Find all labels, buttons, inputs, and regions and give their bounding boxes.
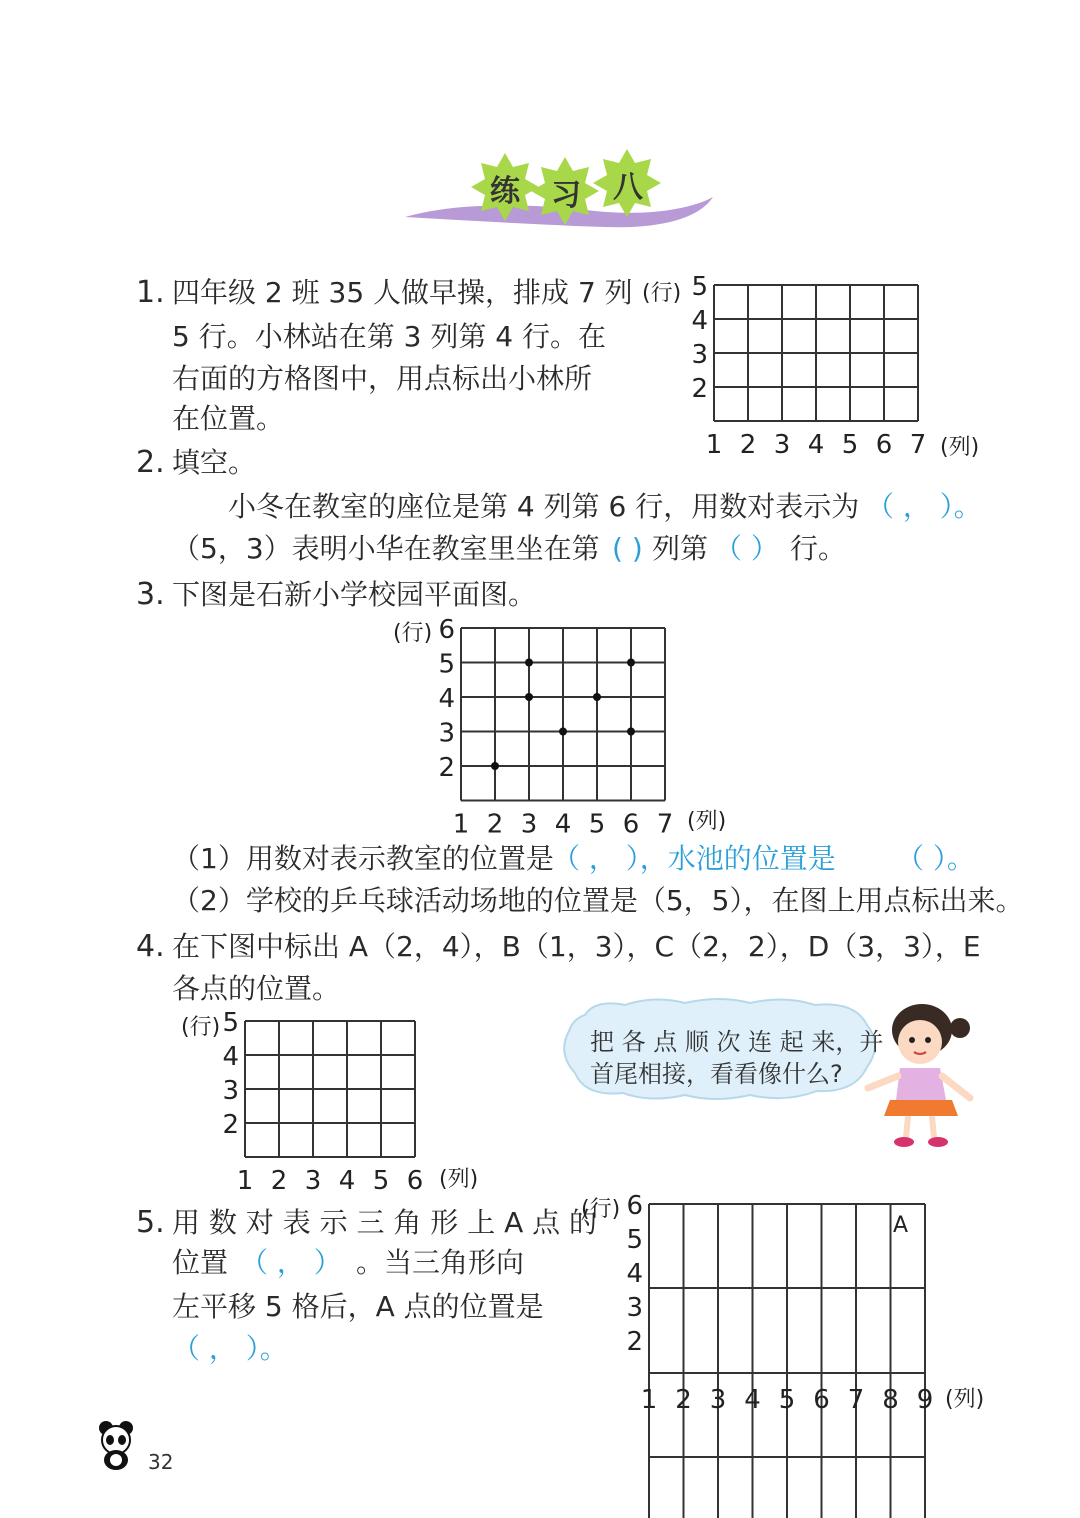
q5-col-label-4: 4 (744, 1385, 761, 1415)
q3-number: 3. (136, 577, 165, 612)
q5-point-a-label: A (893, 1213, 909, 1238)
q4-col-label-5: 5 (372, 1166, 390, 1196)
q3-col-unit: (列) (687, 809, 727, 834)
q5-col-label-3: 3 (709, 1385, 727, 1415)
q4-row-unit: (行) (181, 1015, 221, 1040)
q1-col-label-3: 3 (773, 430, 791, 460)
q3-row-unit: (行) (393, 621, 433, 646)
q4-col-label-4: 4 (338, 1166, 356, 1196)
q5-number: 5. (136, 1205, 165, 1240)
q2-head: 填空。 (172, 446, 257, 479)
q3-pool-blank[interactable]: （ ）。 (896, 842, 975, 875)
q3-map-point (627, 728, 635, 736)
q1-row-label-4: 4 (691, 306, 708, 336)
q3-map-point (627, 659, 635, 667)
q5-row-label-2: 2 (626, 1327, 643, 1357)
page-number: 32 (148, 1450, 174, 1474)
q3-row-label-4: 4 (438, 684, 455, 714)
q4-col-label-2: 2 (270, 1166, 288, 1196)
q3-col-label-2: 2 (486, 809, 504, 840)
q3-col-label-3: 3 (520, 809, 538, 840)
q5-col-label-5: 5 (778, 1385, 796, 1415)
q3-map-point (525, 693, 533, 701)
q4-grid[interactable] (175, 1006, 505, 1196)
q1-number: 1. (136, 275, 165, 310)
q2-line-2e: 行。 (790, 532, 847, 565)
q5-position-blank[interactable]: （ ， ） (240, 1246, 342, 1279)
q3-map-point (559, 728, 567, 736)
q3-col-label-1: 1 (452, 809, 470, 840)
q5-col-label-2: 2 (675, 1385, 692, 1415)
q1-line-4: 在位置。 (172, 402, 285, 435)
bubble-line-1: 把 各 点 顺 次 连 起 来，并 (590, 1028, 884, 1056)
q4-row-label-5: 5 (222, 1008, 239, 1038)
q4-line-2: 各点的位置。 (172, 972, 341, 1005)
q5-row-label-6: 6 (626, 1191, 643, 1221)
q5-grid[interactable] (575, 1190, 1005, 1518)
q3-classroom-blank[interactable]: （ ， ），水池的位置是 (552, 842, 836, 875)
q4-col-label-1: 1 (236, 1166, 254, 1196)
q1-row-label-3: 3 (691, 340, 708, 370)
q1-col-unit: (列) (940, 435, 980, 460)
title-char-3: 八 (613, 170, 643, 205)
q5-col-label-6: 6 (813, 1385, 830, 1415)
q2-blank-row[interactable]: （ ） (714, 532, 779, 565)
q3-col-label-5: 5 (588, 809, 606, 840)
q1-col-label-1: 1 (705, 430, 723, 460)
q5-col-unit: (列) (945, 1387, 985, 1412)
q1-col-label-7: 7 (909, 430, 927, 460)
q4-col-unit: (列) (439, 1167, 479, 1192)
q5-col-label-1: 1 (640, 1385, 658, 1415)
q3-map-point (525, 659, 533, 667)
q5-translated-blank[interactable]: （ ， ）。 (172, 1332, 288, 1365)
q3-campus-grid[interactable] (385, 612, 745, 842)
q1-grid[interactable] (640, 270, 1000, 470)
q4-row-label-2: 2 (222, 1110, 239, 1140)
q1-row-label-5: 5 (691, 272, 708, 302)
q2-line-1: 小冬在教室的座位是第 4 列第 6 行，用数对表示为 (228, 490, 860, 523)
q3-row-label-6: 6 (438, 615, 455, 645)
q3-row-label-5: 5 (438, 649, 455, 680)
q5-col-label-8: 8 (882, 1385, 899, 1415)
q4-row-label-3: 3 (222, 1076, 239, 1106)
q5-col-label-7: 7 (847, 1385, 865, 1415)
q3-map-point (491, 762, 499, 770)
q4-number: 4. (136, 929, 165, 964)
q1-col-label-2: 2 (739, 430, 757, 460)
q2-blank-column[interactable]: ( ) (612, 532, 643, 565)
q1-col-label-4: 4 (807, 430, 825, 460)
q1-line-1: 四年级 2 班 35 人做早操，排成 7 列 (172, 276, 633, 309)
q1-col-label-5: 5 (841, 430, 859, 460)
q4-col-label-3: 3 (304, 1166, 322, 1196)
q5-line-2c: 。当三角形向 (356, 1246, 525, 1279)
q1-line-3: 右面的方格图中，用点标出小林所 (172, 362, 593, 395)
q3-col-label-7: 7 (656, 809, 674, 840)
q1-col-label-6: 6 (875, 430, 893, 460)
q5-line-3: 左平移 5 格后，A 点的位置是 (172, 1290, 544, 1323)
panda-icon (92, 1418, 142, 1474)
q3-col-label-4: 4 (554, 809, 572, 840)
title-char-2: 习 (551, 178, 581, 213)
q3-sub-2: （2）学校的乒乓球活动场地的位置是（5，5），在图上用点标出来。 (172, 884, 1024, 917)
q5-col-label-9: 9 (916, 1385, 934, 1415)
q1-row-label-2: 2 (691, 374, 708, 404)
q3-row-label-3: 3 (438, 718, 455, 749)
q3-head: 下图是石新小学校园平面图。 (172, 578, 537, 611)
q5-row-label-3: 3 (626, 1293, 643, 1323)
girl-illustration (860, 1000, 980, 1150)
q3-sub-1a: （1）用数对表示教室的位置是 (172, 842, 554, 875)
bubble-line-2: 首尾相接，看看像什么? (590, 1060, 843, 1088)
q5-line-2a: 位置 (172, 1246, 229, 1279)
q1-row-unit: (行) (642, 281, 682, 306)
q3-map-point (593, 693, 601, 701)
q2-number: 2. (136, 445, 165, 480)
q1-line-2: 5 行。小林站在第 3 列第 4 行。在 (172, 320, 606, 353)
q4-row-label-4: 4 (222, 1042, 239, 1072)
q4-col-label-6: 6 (406, 1166, 424, 1196)
q2-line-2a: （5，3）表明小华在教室里坐在第 (172, 532, 600, 565)
q5-row-label-4: 4 (626, 1259, 643, 1289)
q2-line-2c: 列第 (652, 532, 709, 565)
q5-row-unit: (行) (581, 1197, 621, 1222)
q3-col-label-6: 6 (622, 809, 640, 840)
title-char-1: 练 (490, 174, 520, 209)
q5-row-label-5: 5 (626, 1225, 643, 1255)
q2-answer-pair[interactable]: （ ， ）。 (866, 490, 982, 523)
q5-line-1: 用 数 对 表 示 三 角 形 上 A 点 的 (172, 1206, 598, 1239)
q4-line-1: 在下图中标出 A（2，4），B（1，3），C（2，2），D（3，3），E (172, 930, 981, 963)
q3-row-label-2: 2 (438, 753, 455, 783)
